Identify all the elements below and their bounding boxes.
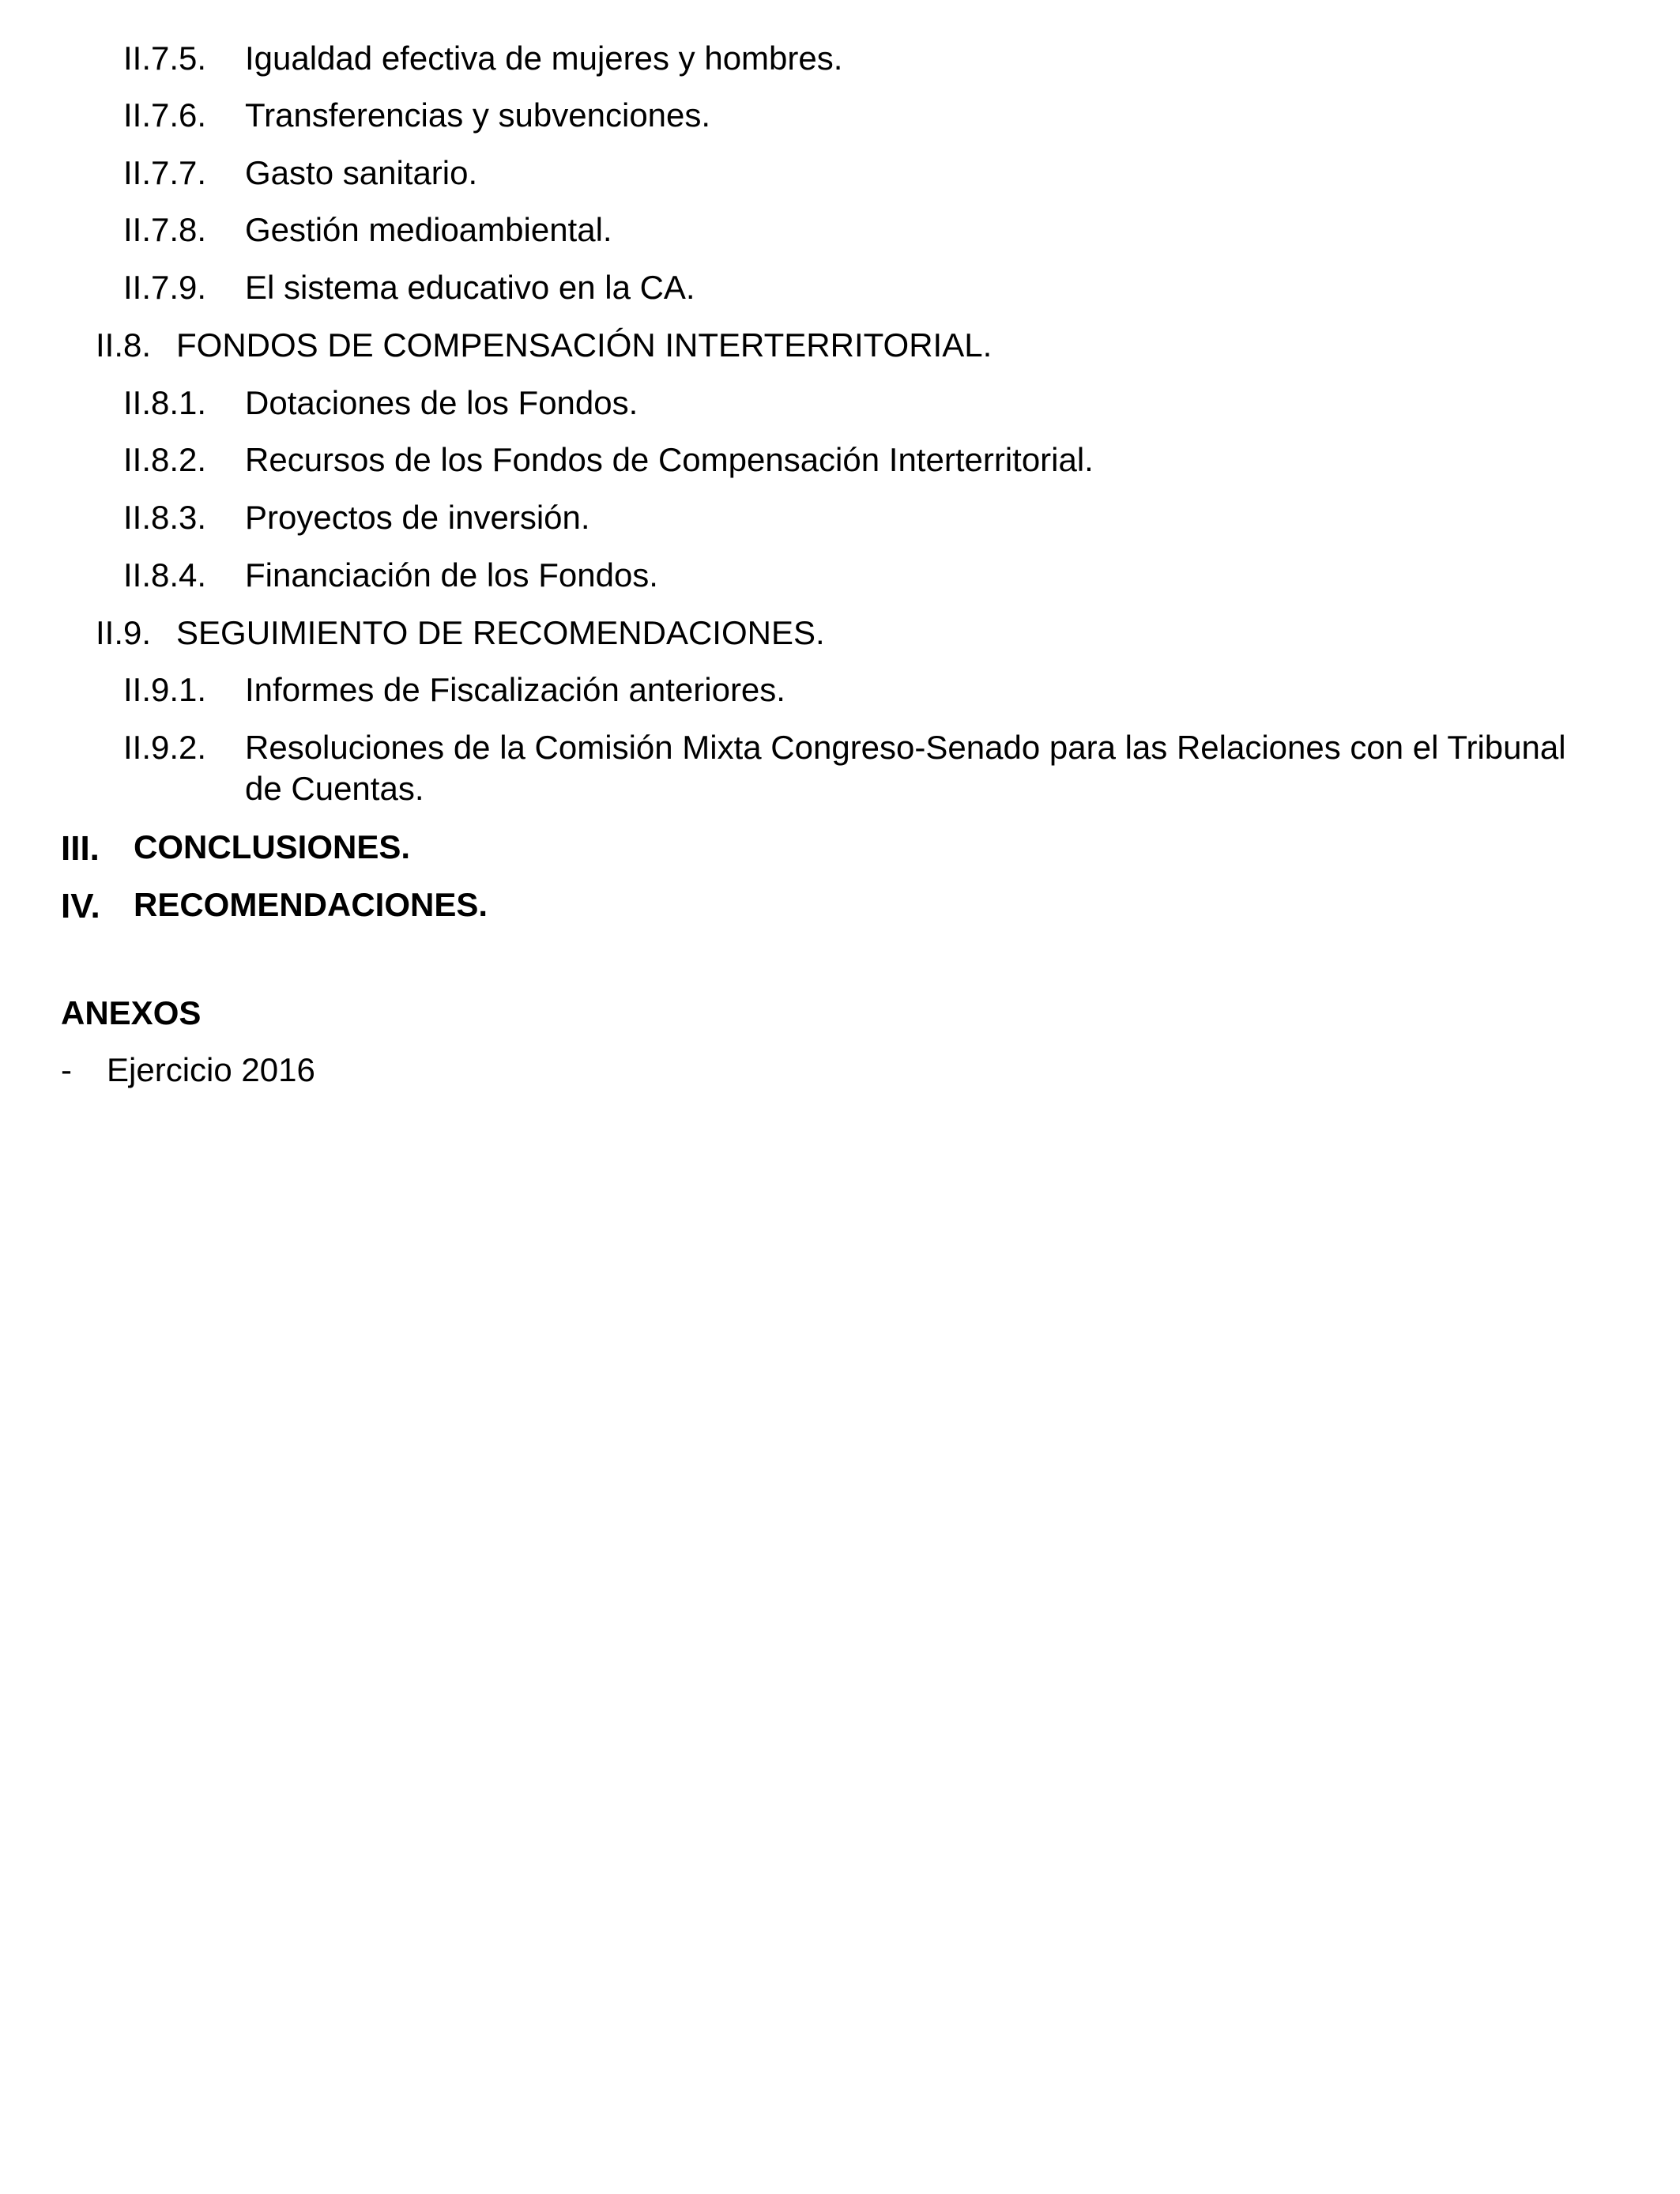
toc-entry-number: II.7.9. bbox=[123, 269, 207, 306]
toc-entry-title: Proyectos de inversión. bbox=[245, 499, 590, 536]
toc-entry-title: FONDOS DE COMPENSACIÓN INTERTERRITORIAL. bbox=[176, 326, 993, 364]
toc-entry-number: IV. bbox=[61, 887, 100, 925]
toc-entry-title: Dotaciones de los Fondos. bbox=[245, 384, 638, 421]
toc-entry-title: Gasto sanitario. bbox=[245, 154, 478, 191]
toc-entry-title: Recursos de los Fondos de Compensación Interterritorial. bbox=[245, 441, 1094, 478]
toc-entry-number: II.8. bbox=[96, 326, 152, 364]
toc-entry-number: II.7.5. bbox=[123, 40, 207, 77]
toc-entry-title: Informes de Fiscalización anteriores. bbox=[245, 671, 785, 708]
toc-entry-number: II.8.4. bbox=[123, 556, 207, 594]
toc-entry-number: II.9. bbox=[96, 614, 152, 651]
toc-entry-title: CONCLUSIONES. bbox=[134, 828, 411, 865]
toc-entry-title: Igualdad efectiva de mujeres y hombres. bbox=[245, 40, 843, 77]
toc-entry-title: El sistema educativo en la CA. bbox=[245, 269, 695, 306]
annex-label: Ejercicio 2016 bbox=[107, 1051, 315, 1088]
toc-entry-number: II.7.6. bbox=[123, 96, 207, 134]
toc-entry-number: II.9.1. bbox=[123, 671, 207, 708]
toc-entry-title: Gestión medioambiental. bbox=[245, 211, 612, 248]
annex-bullet: - bbox=[61, 1051, 72, 1088]
toc-entry-title: Transferencias y subvenciones. bbox=[245, 96, 711, 134]
toc-entry-title: Financiación de los Fondos. bbox=[245, 556, 658, 594]
toc-entry-number: II.8.3. bbox=[123, 499, 207, 536]
toc-entry-number: II.8.1. bbox=[123, 384, 207, 421]
toc-entry-number: II.7.7. bbox=[123, 154, 207, 191]
toc-entry-title: Resoluciones de la Comisión Mixta Congreso-Senado para las Relaciones con el Tribunal de Cuentas. bbox=[245, 729, 1566, 807]
toc-entry-number: II.9.2. bbox=[123, 729, 207, 766]
toc-entry-number: II.8.2. bbox=[123, 441, 207, 478]
annexes-heading: ANEXOS bbox=[61, 994, 202, 1031]
toc-entry-number: II.7.8. bbox=[123, 211, 207, 248]
toc-entry-number: III. bbox=[61, 829, 100, 868]
toc-entry-title: RECOMENDACIONES. bbox=[134, 886, 488, 923]
toc-entry-title: SEGUIMIENTO DE RECOMENDACIONES. bbox=[176, 614, 825, 651]
